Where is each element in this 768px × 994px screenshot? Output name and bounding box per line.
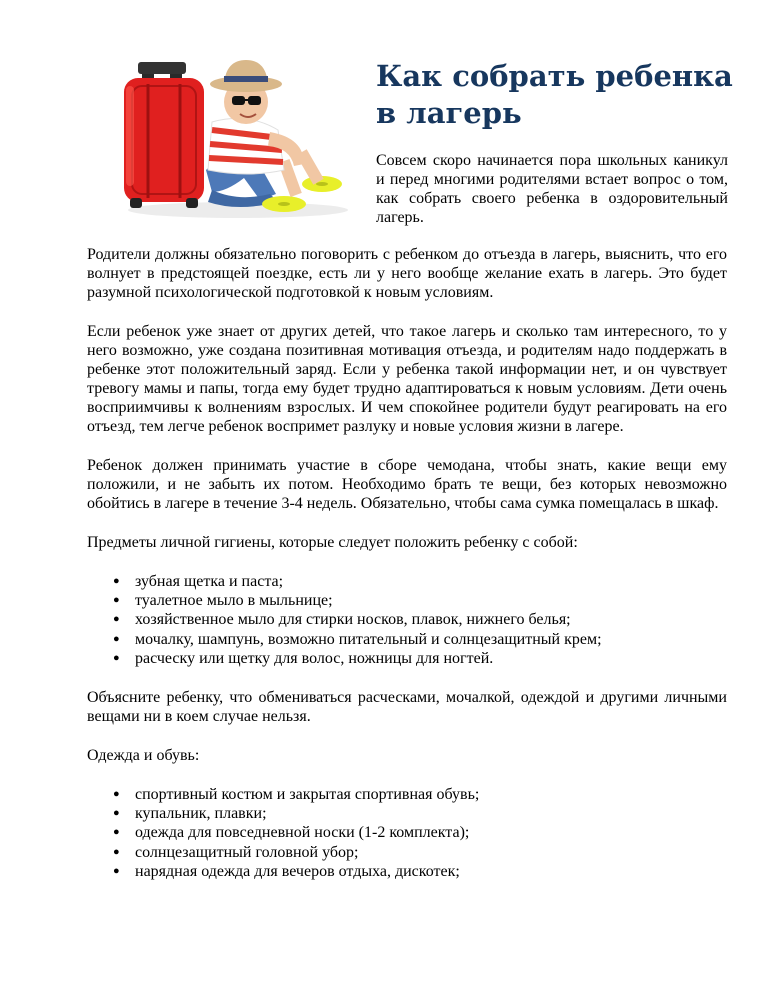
list-item-text: солнцезащитный головной убор; xyxy=(135,843,359,861)
child-icon xyxy=(206,60,342,212)
list-item-text: хозяйственное мыло для стирки носков, плавок, нижнего белья; xyxy=(135,611,571,629)
list-item-text: купальник, плавки; xyxy=(135,805,267,823)
list-item xyxy=(87,785,727,804)
list-item-text: туалетное мыло в мыльнице; xyxy=(135,592,333,610)
list-item xyxy=(87,572,727,591)
bullet-icon: ● xyxy=(113,575,120,587)
hygiene-list xyxy=(87,572,727,668)
list-item xyxy=(87,843,727,862)
paragraph-conversation: Родители должны обязательно поговорить с ребенком до отъезда в лагерь, выяснить, что его волнует в предстоящей поездке, есть ли у него вообще желание ехать в лагерь. Это будет разумной психологической подготовкой к новым условиям. xyxy=(87,246,727,301)
bullet-icon: ● xyxy=(113,613,120,626)
paragraph-warning: Объясните ребенку, что обмениваться расческами, мочалкой, одеждой и другими личными вещами ни в коем случае нельзя. xyxy=(87,689,727,726)
clothing-list xyxy=(87,785,727,881)
list-item xyxy=(87,862,727,881)
suitcase-icon xyxy=(124,62,204,208)
bullet-icon: ● xyxy=(113,632,120,645)
paragraph-packing: Ребенок должен принимать участие в сборе чемодана, чтобы знать, какие вещи ему положили, и не забыть их потом. Необходимо брать те вещи, без которых невозможно обойтись в лагере в течение 3-4 недель. Обязательно, чтобы сама сумка помещалась в шкаф. xyxy=(87,457,727,512)
list-item-text: мочалку, шампунь, возможно питательный и солнцезащитный крем; xyxy=(135,630,602,648)
bullet-icon: ● xyxy=(113,864,120,877)
bullet-icon: ● xyxy=(113,826,120,839)
child-with-suitcase-illustration xyxy=(108,52,348,227)
bullet-icon: ● xyxy=(113,845,120,858)
clothing-heading: Одежда и обувь: xyxy=(87,747,200,765)
list-item-text: зубная щетка и паста; xyxy=(135,573,284,590)
intro-paragraph: Совсем скоро начинается пора школьных каникул и перед многими родителями встает вопрос о том, как собрать своего ребенка в оздоровительный лагерь. xyxy=(376,152,728,226)
hygiene-heading: Предметы личной гигиены, которые следует положить ребенку с собой: xyxy=(87,534,578,551)
list-item xyxy=(87,804,727,823)
bullet-icon: ● xyxy=(113,594,120,607)
article-body xyxy=(87,245,727,901)
list-item xyxy=(87,610,727,629)
list-item xyxy=(87,823,727,842)
bullet-icon: ● xyxy=(113,651,120,664)
list-item-text: спортивный костюм и закрытая спортивная обувь; xyxy=(135,786,480,804)
list-item-text: одежда для повседневной носки (1-2 комплекта); xyxy=(135,824,470,842)
list-item xyxy=(87,591,727,610)
list-item-text: расческу или щетку для волос, ножницы для ногтей. xyxy=(135,649,494,667)
paragraph-motivation: Если ребенок уже знает от других детей, что такое лагерь и сколько там интересного, то у него возможно, уже создана позитивная мотивация отъезда, и родителям надо поддержать в ребенке этот положительный заряд. Если у ребенка такой информации нет, и он чувствует тревогу мамы и папы, тогда ему будет трудно адаптироваться к новым условиям. Дети очень восприимчивы к волнениям взрослых. И чем спокойнее родители будут реагировать на его отъезд, тем легче ребенок воспримет разлуку и новые условия жизни в лагере. xyxy=(87,323,727,435)
page-title: Как собрать ребенка в лагерь xyxy=(376,59,733,130)
bullet-icon: ● xyxy=(113,788,120,801)
list-item-text: нарядная одежда для вечеров отдыха, дискотек; xyxy=(135,862,460,880)
bullet-icon: ● xyxy=(113,807,120,820)
list-item xyxy=(87,649,727,668)
list-item xyxy=(87,630,727,649)
